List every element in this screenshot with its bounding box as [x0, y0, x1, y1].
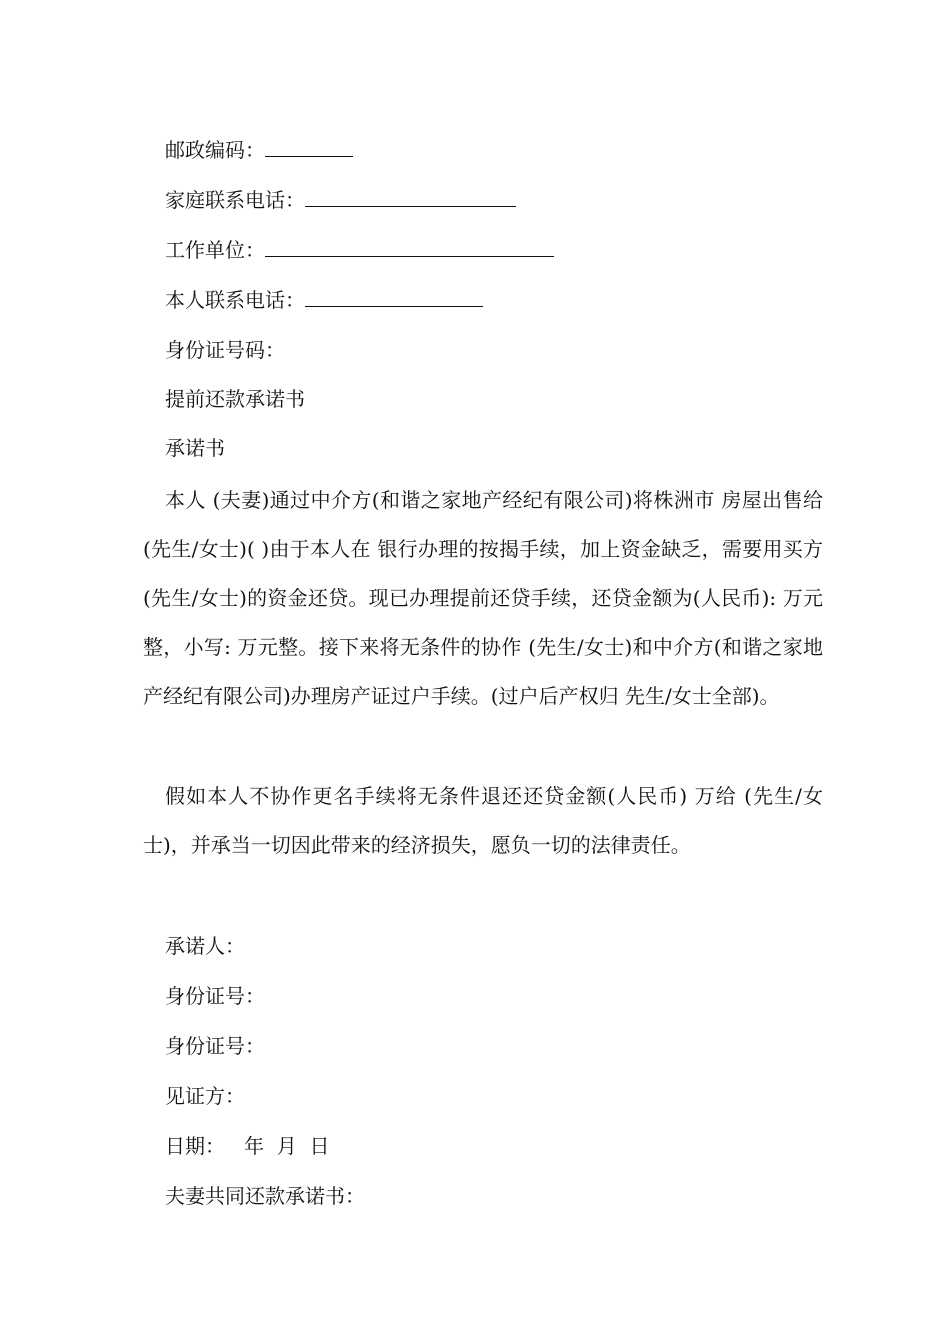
paragraph-default: 假如本人不协作更名手续将无条件退还还贷金额(人民币) 万给 (先生/女士)，并承当一切因此带来的经济损失，愿负一切的法律责任。 [143, 784, 823, 857]
footer-title: 夫妻共同还款承诺书： [165, 1184, 365, 1208]
personal-phone-label: 本人联系电话： [165, 288, 305, 312]
postal-code-blank[interactable] [265, 136, 353, 157]
postal-code-line [165, 135, 353, 165]
work-unit-label: 工作单位： [165, 238, 265, 262]
id-line-1: 身份证号： [165, 984, 265, 1008]
personal-phone-line [165, 285, 483, 315]
promisor-line: 承诺人： [165, 934, 245, 958]
id-number-line [165, 335, 285, 365]
home-phone-blank[interactable] [305, 186, 516, 207]
personal-phone-blank[interactable] [305, 286, 483, 307]
home-phone-line [165, 185, 516, 215]
title-commitment: 承诺书 [165, 436, 225, 460]
id-number-label: 身份证号码： [165, 338, 285, 362]
work-unit-blank[interactable] [265, 236, 554, 257]
date-line: 日期： 年 月 日 [165, 1134, 330, 1158]
home-phone-label: 家庭联系电话： [165, 188, 305, 212]
paragraph-main: 本人 (夫妻)通过中介方(和谐之家地产经纪有限公司)将株洲市 房屋出售给 (先生/女士)( )由于本人在 银行办理的按揭手续，加上资金缺乏，需要用买方 (先生/女士)的资金还贷。现已办理提前还贷手续，还贷金额为(人民币): 万元整，小写: 万元整。接下来将无条件的协作 (先生/女士)和中介方(和谐之家地产经纪有限公司)办理房产证过户手续。(过户后产权归 先生/女士全部)。 [143, 488, 823, 708]
work-unit-line [165, 235, 554, 265]
witness-line: 见证方： [165, 1084, 245, 1108]
postal-code-label: 邮政编码： [165, 138, 265, 162]
title-prepayment: 提前还款承诺书 [165, 387, 305, 411]
id-line-2: 身份证号： [165, 1034, 265, 1058]
